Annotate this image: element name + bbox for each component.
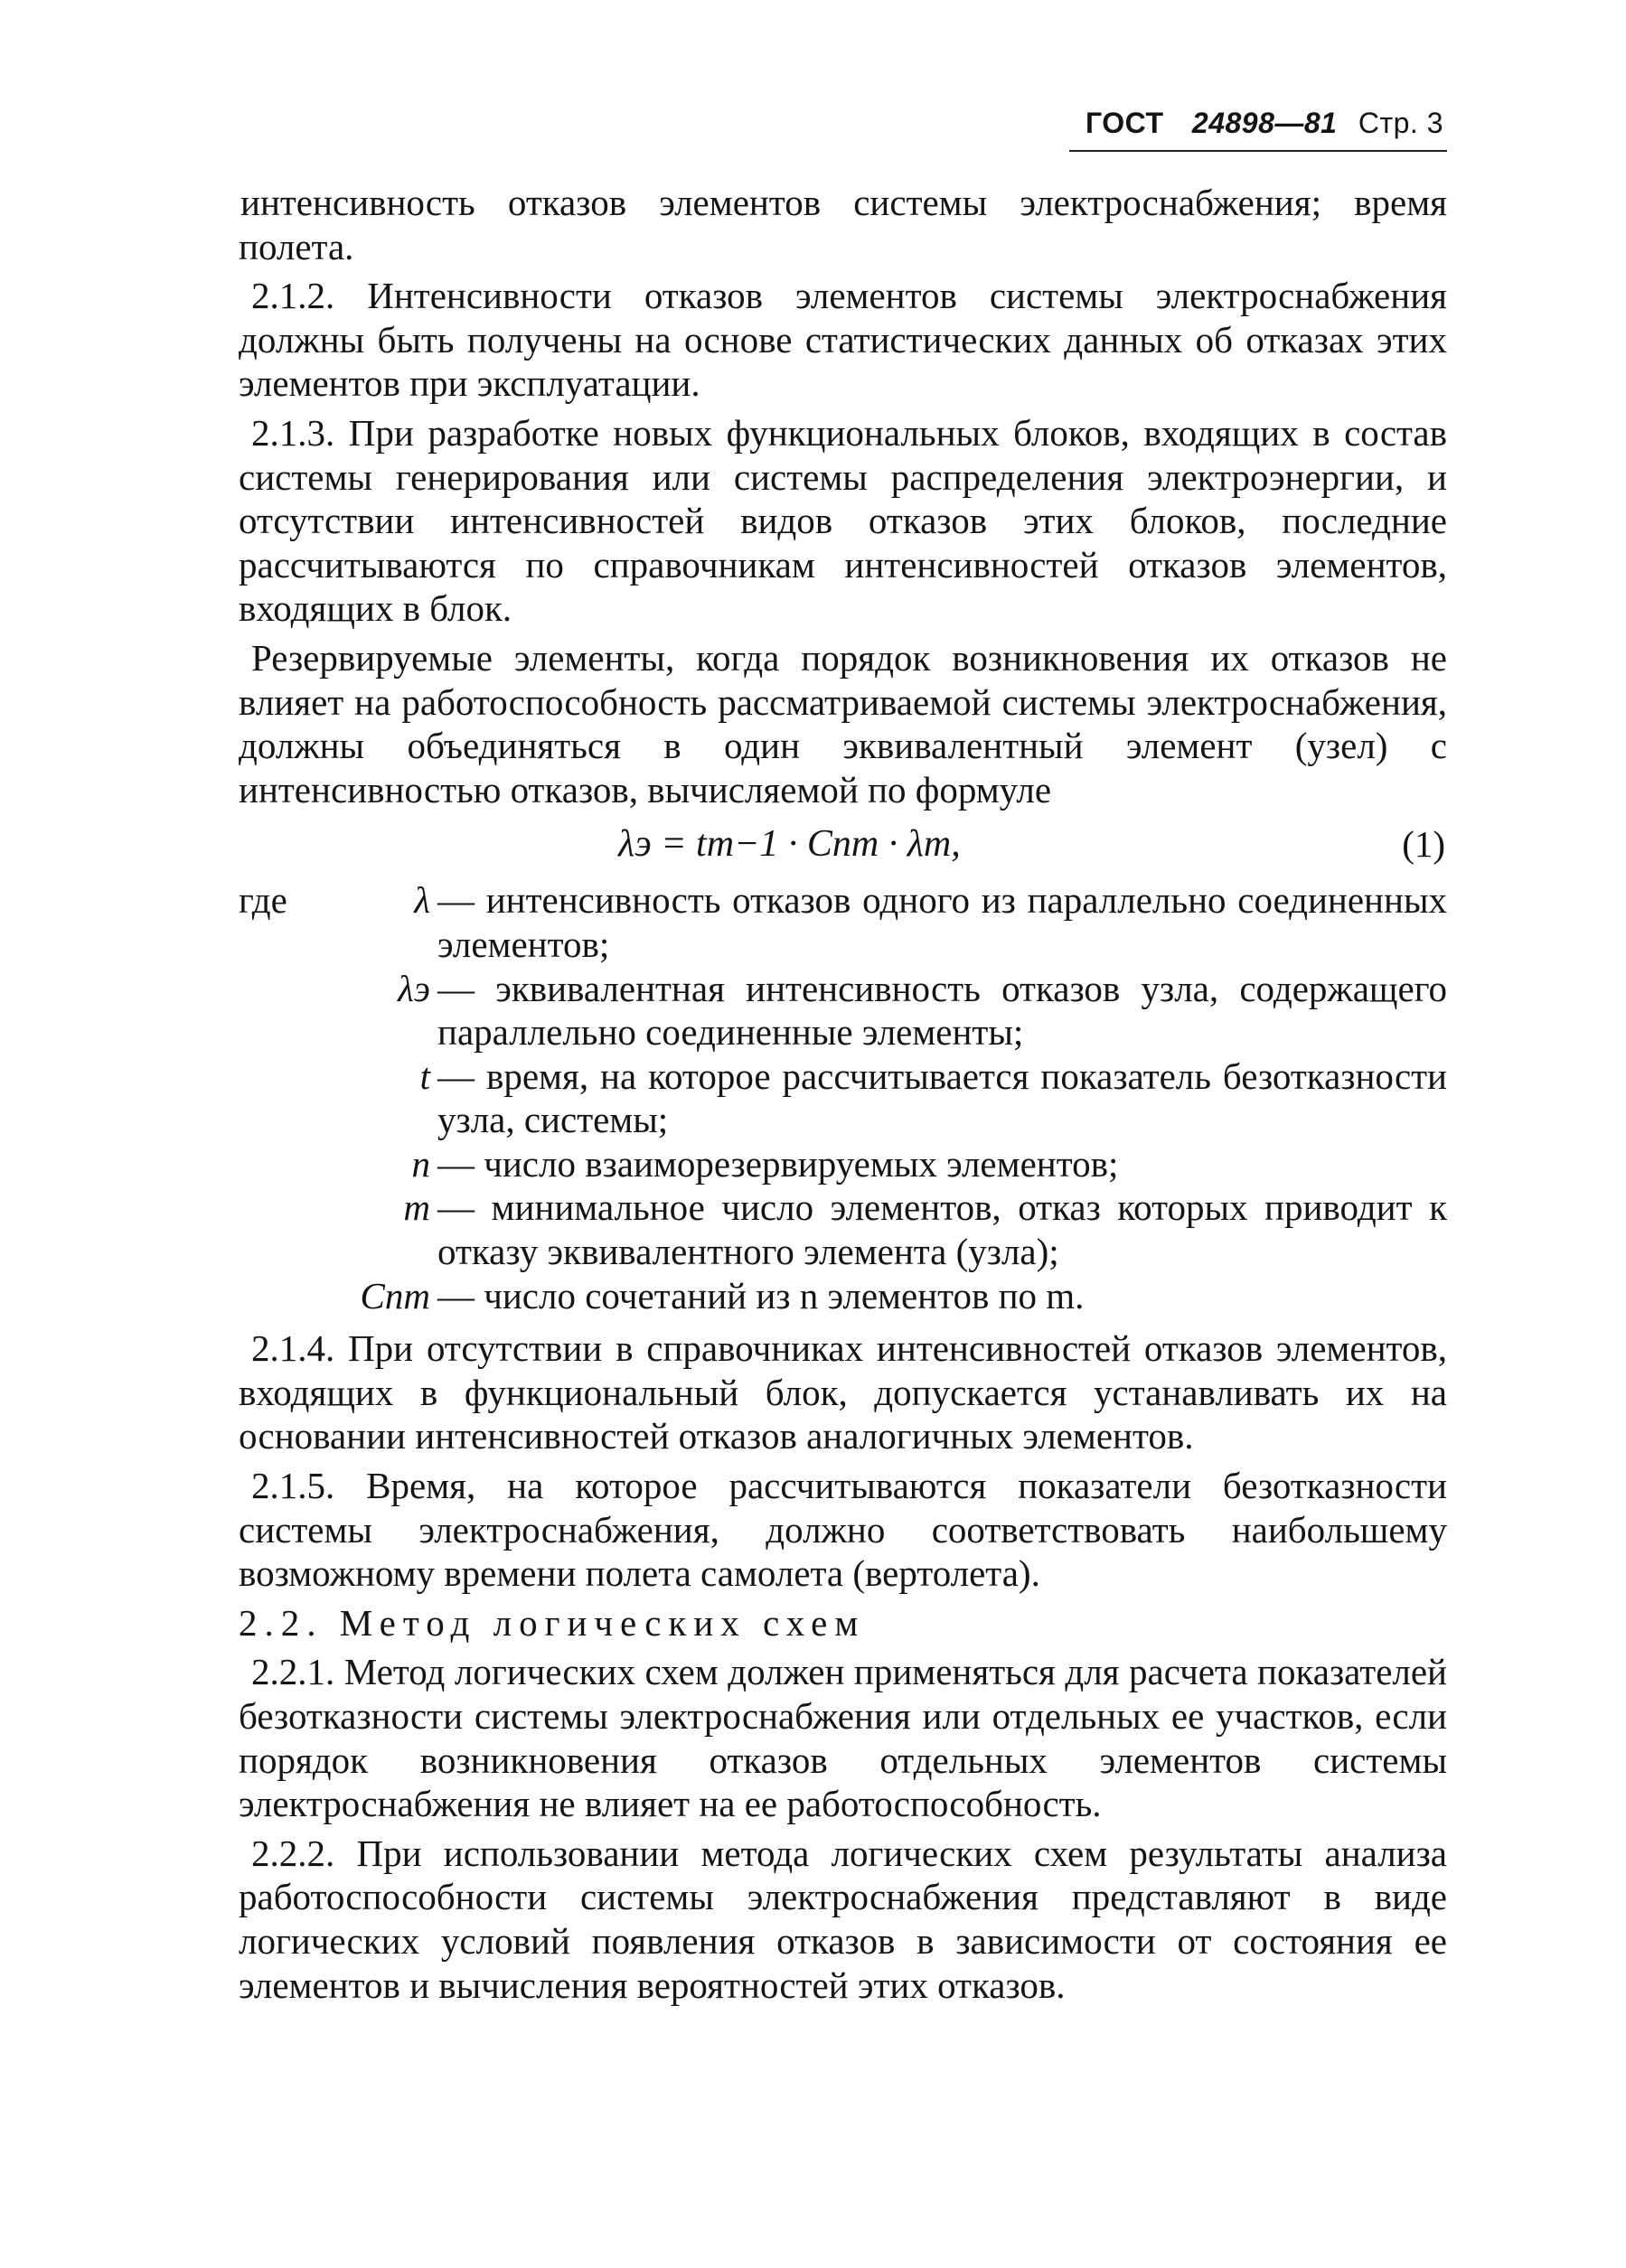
legend-text: — эквивалентная интенсивность отказов узла, содержащего параллельно соединенные элементы; [437, 967, 1447, 1054]
paragraph-continuation: интенсивность отказов элементов системы электроснабжения; время полета. [239, 182, 1447, 267]
formula-1 [239, 817, 1447, 873]
header-rule [1069, 150, 1447, 152]
legend-text: — минимальное число элементов, отказ которых приводит к отказу эквивалентного элемента (узла); [437, 1186, 1447, 1273]
legend-text: — число взаиморезервируемых элементов; [437, 1142, 1119, 1185]
paragraph-2-2-2: 2.2.2. При использовании метода логических схем результаты анализа работоспособности системы электроснабжения представляют в виде логических условий появления отказов в зависимости от состояния ее элементов и вычисления вероятностей этих отказов. [239, 1832, 1447, 2006]
legend-symbol: Cnm [360, 1274, 430, 1317]
legend-text: — время, на которое рассчитывается показатель безотказности узла, системы; [437, 1054, 1447, 1141]
paragraph-2-1-2: 2.1.2. Интенсивности отказов элементов системы электроснабжения должны быть получены на основе статистических данных об отказах этих элементов при эксплуатации. [239, 275, 1447, 405]
paragraph-2-2-1: 2.2.1. Метод логических схем должен применяться для расчета показателей безотказности системы электроснабжения или отдельных ее участков, если порядок возникновения отказов отдельных элементов системы электроснабжения не влияет на ее работоспособность. [239, 1651, 1447, 1825]
legend-text: — число сочетаний из n элементов по m. [437, 1274, 1085, 1317]
standard-number: 24898—81 [1191, 107, 1338, 139]
section-title-2-2: 2.2. Метод логических схем [239, 1601, 866, 1644]
paragraph-2-1-5: 2.1.5. Время, на которое рассчитываются показатели безотказности системы электроснабжения, должно соответствовать наибольшему возможному времени полета самолета (вертолета). [239, 1465, 1447, 1595]
formula-legend [239, 878, 1447, 1317]
document-body [239, 181, 1447, 2012]
where-word: где [239, 879, 287, 922]
legend-row [239, 967, 1447, 1054]
page-number: Стр. 3 [1358, 107, 1443, 139]
paragraph-2-1-3: 2.1.3. При разработке новых функциональных блоков, входящих в состав системы генерирования или системы распределения электроэнергии, и отсутствии интенсивностей видов отказов этих блоков, последние рассчитываются по справочникам интенсивностей отказов элементов, входящих в блок. [239, 411, 1447, 630]
page-header [1086, 107, 1443, 140]
legend-symbol: t [419, 1054, 430, 1097]
formula-expression: λэ = tm−1 · Cnm · λm, [618, 823, 961, 866]
legend-symbol: n [411, 1142, 430, 1185]
legend-symbol: m [403, 1186, 430, 1229]
paragraph-2-1-4: 2.1.4. При отсутствии в справочниках интенсивностей отказов элементов, входящих в функциональный блок, допускается устанавливать их на основании интенсивностей отказов аналогичных элементов. [239, 1327, 1447, 1457]
legend-row [239, 1142, 1447, 1186]
standard-label: ГОСТ [1086, 107, 1164, 139]
legend-row [239, 1186, 1447, 1273]
legend-row [239, 1274, 1447, 1318]
legend-text: — интенсивность отказов одного из параллельно соединенных элементов; [437, 879, 1447, 965]
paragraph-reserved-elements: Резервируемые элементы, когда порядок возникновения их отказов не влияет на работоспособность рассматриваемой системы электроснабжения, должны объединяться в один эквивалентный элемент (узел) с интенсивностью отказов, вычисляемой по формуле [239, 636, 1447, 811]
formula-number: (1) [1402, 823, 1445, 866]
legend-symbol: λ [414, 879, 430, 922]
legend-row [239, 878, 1447, 966]
legend-row [239, 1054, 1447, 1142]
legend-symbol: λэ [398, 967, 430, 1009]
